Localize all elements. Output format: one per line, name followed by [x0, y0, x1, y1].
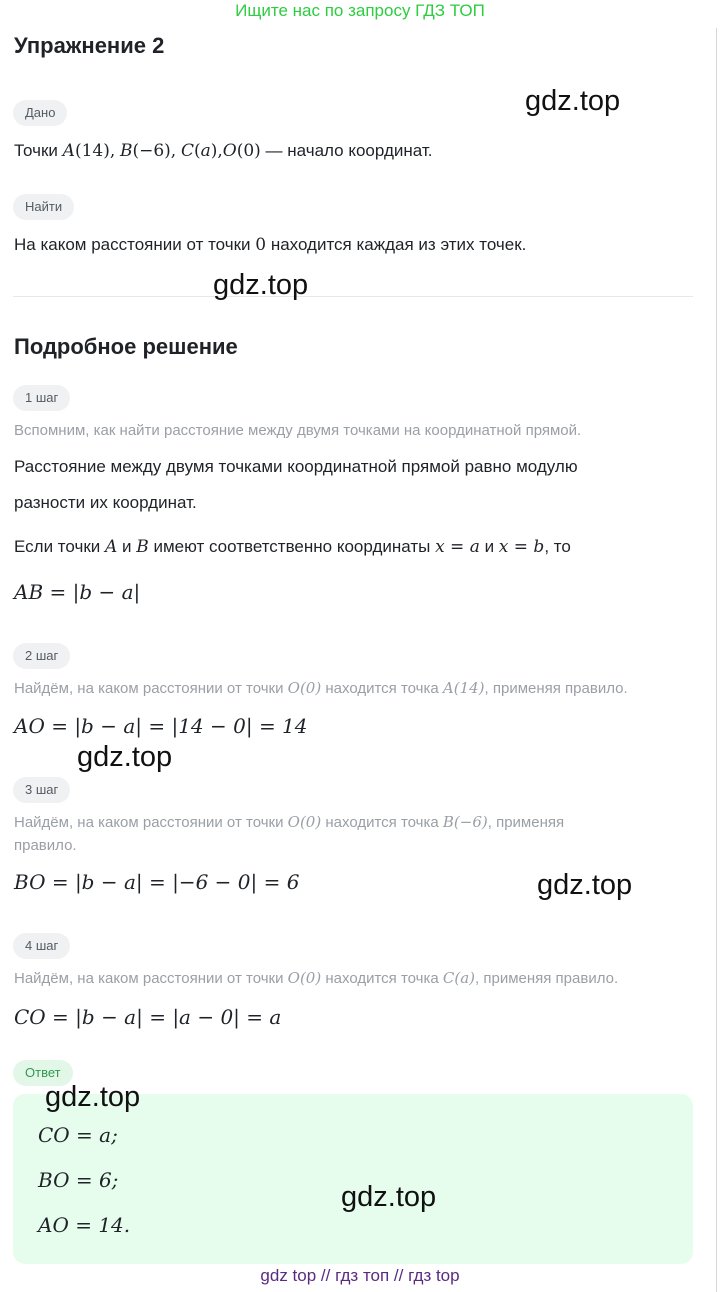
step-4-h3: , применяя правило. — [475, 970, 619, 987]
point-o-label: O — [222, 141, 237, 161]
find-text-end: находится каждая из этих точек. — [266, 235, 527, 254]
step-2-formula: AO = |b − a| = |14 − 0| = 14 — [14, 714, 308, 738]
step-2-hO: O(0) — [287, 679, 322, 697]
answer-line-1: CO = a; — [38, 1123, 118, 1147]
step-4-h2: находится точка — [321, 970, 443, 987]
point-c-var: a — [200, 141, 211, 161]
step-3-hO: O(0) — [287, 813, 322, 831]
find-text-start: На каком расстоянии от точки — [14, 235, 256, 254]
step-1-line-2: разности их координат. — [14, 493, 197, 512]
given-text-end: — начало координат. — [260, 141, 433, 160]
step-1-hint: Вспомним, как найти расстояние между двумя точками на координатной прямой. — [14, 422, 582, 439]
given-text — [14, 141, 432, 161]
step-3-hP: B(−6) — [442, 813, 488, 831]
step-1-l3-x1: x = a — [435, 537, 480, 557]
step-4-chip: 4 шаг — [13, 933, 70, 959]
step-2-hP: A(14) — [442, 679, 485, 697]
footer-links: gdz top // гдз топ // гдз top — [260, 1266, 460, 1285]
exercise-title: Упражнение 2 — [14, 33, 165, 58]
find-text — [14, 235, 526, 255]
watermark: gdz.top — [537, 869, 633, 901]
step-1-l3-A: A — [104, 537, 118, 557]
step-2-h3: , применяя правило. — [484, 680, 628, 697]
answer-line-3: AO = 14. — [38, 1213, 131, 1237]
step-3-hint — [14, 813, 564, 831]
step-1-l3-b: и — [117, 537, 137, 556]
watermark: gdz.top — [341, 1181, 437, 1213]
point-b-label: B — [119, 141, 133, 161]
step-4-hP: C(a) — [442, 969, 476, 987]
point-b-value: (−6), — [132, 141, 177, 161]
step-4-h1: Найдём, на каком расстоянии от точки — [14, 970, 288, 987]
step-2-hint — [14, 679, 628, 697]
step-3-formula: BO = |b − a| = |−6 − 0| = 6 — [14, 870, 300, 894]
scrollbar-track — [716, 28, 717, 1292]
step-4-hint — [14, 969, 618, 987]
step-1-line-1: Расстояние между двумя точками координатной прямой равно модулю — [14, 457, 578, 476]
step-3-hint-line-2: правило. — [14, 837, 77, 854]
step-3-chip: 3 шаг — [13, 777, 70, 803]
step-1-l3-a: Если точки — [14, 537, 105, 556]
answer-chip: Ответ — [13, 1060, 73, 1086]
given-chip: Дано — [13, 100, 67, 126]
watermark: gdz.top — [45, 1081, 141, 1113]
point-c-open: ( — [193, 141, 201, 161]
answer-line-2: BO = 6; — [38, 1168, 119, 1192]
search-banner: Ищите нас по запросу ГДЗ ТОП — [235, 1, 485, 20]
solution-title: Подробное решение — [14, 334, 238, 359]
step-1-l3-e: , то — [544, 537, 571, 556]
step-3-h2: находится точка — [321, 814, 443, 831]
step-1-l3-x2: x = b — [498, 537, 545, 557]
watermark: gdz.top — [213, 269, 309, 301]
point-c-close: ), — [210, 141, 223, 161]
step-1-l3-B: B — [136, 537, 149, 557]
step-4-hO: O(0) — [287, 969, 322, 987]
step-2-h2: находится точка — [321, 680, 443, 697]
step-1-chip: 1 шаг — [13, 385, 70, 411]
step-1-formula: AB = |b − a| — [14, 580, 141, 604]
step-1-l3-c: имеют соответственно координаты — [148, 537, 436, 556]
section-divider — [13, 296, 693, 297]
watermark: gdz.top — [77, 741, 173, 773]
point-a-value: (14), — [74, 141, 116, 161]
step-4-formula: CO = |b − a| = |a − 0| = a — [14, 1005, 282, 1029]
point-o-value: (0) — [236, 141, 261, 161]
step-1-l3-d: и — [479, 537, 499, 556]
step-3-h1: Найдём, на каком расстоянии от точки — [14, 814, 288, 831]
find-zero: 0 — [255, 235, 267, 255]
step-2-h1: Найдём, на каком расстоянии от точки — [14, 680, 288, 697]
step-3-h3: , применяя — [487, 814, 565, 831]
point-c-label: C — [180, 141, 194, 161]
point-a-label: A — [62, 141, 75, 161]
find-chip: Найти — [13, 194, 74, 220]
step-2-chip: 2 шаг — [13, 643, 70, 669]
given-text-start: Точки — [14, 141, 63, 160]
watermark: gdz.top — [525, 85, 621, 117]
step-1-line-3 — [14, 537, 571, 557]
